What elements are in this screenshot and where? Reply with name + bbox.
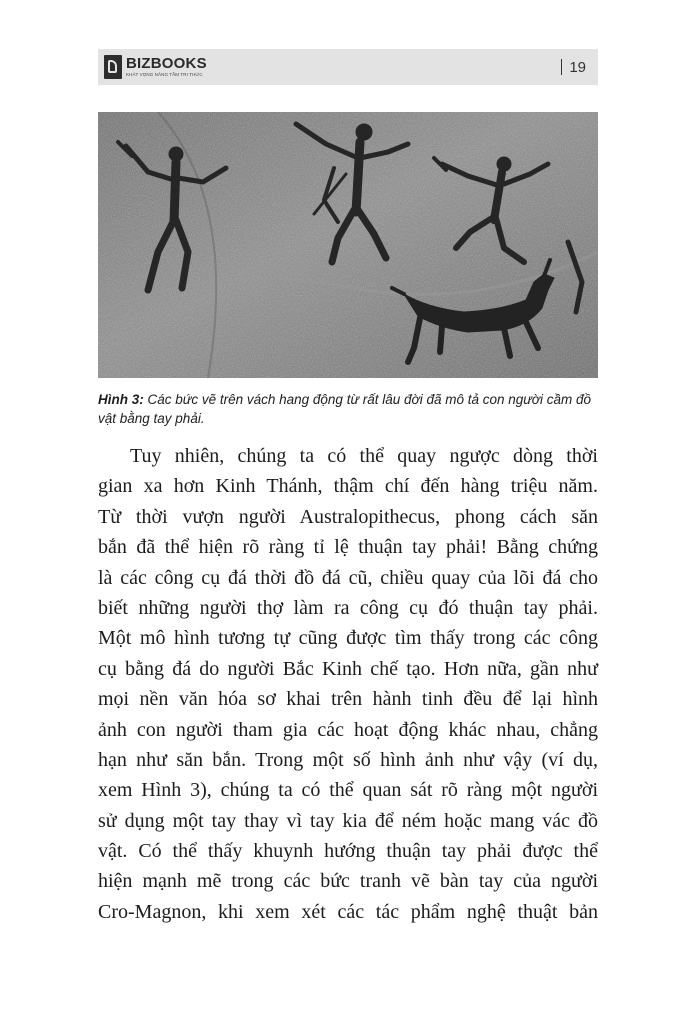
brand-tagline: KHÁT VỌNG NÂNG TẦM TRI THỨC bbox=[126, 72, 203, 78]
body-line: Từ thời vượn người Australopithecus, phong cách săn bbox=[98, 505, 598, 528]
body-line: sử dụng một tay thay vì tay kia để ném hoặc mang vác đồ bbox=[98, 809, 598, 832]
body-line: Cro-Magnon, khi xem xét các tác phẩm nghệ thuật bản bbox=[98, 900, 598, 923]
page-number-divider bbox=[561, 59, 562, 75]
body-line: biết những người thợ làm ra công cụ đó thuận tay phải. bbox=[98, 596, 598, 619]
body-line: cụ bằng đá do người Bắc Kinh chế tạo. Hơn nữa, gần như bbox=[98, 657, 598, 680]
figure-caption-text: Các bức vẽ trên vách hang động từ rất lâu đời đã mô tả con người cầm đồ vật bằng tay phải. bbox=[98, 392, 591, 426]
body-line: gian xa hơn Kinh Thánh, thậm chí đến hàng triệu năm. bbox=[98, 475, 598, 498]
body-line: mọi nền văn hóa sơ khai trên hành tinh đều để lại hình bbox=[98, 688, 598, 711]
page-number bbox=[561, 59, 598, 76]
brand-text bbox=[126, 56, 207, 78]
cave-painting-figure bbox=[98, 112, 598, 378]
page-number-value: 19 bbox=[569, 58, 586, 76]
figure-caption bbox=[98, 390, 598, 428]
body-line: hiện mạnh mẽ trong các bức tranh vẽ bàn tay của người bbox=[98, 870, 598, 893]
body-line: Một mô hình tương tự cũng được tìm thấy trong các công bbox=[98, 627, 598, 650]
body-line: Tuy nhiên, chúng ta có thể quay ngược dòng thời bbox=[130, 445, 598, 467]
cave-painting-image bbox=[98, 112, 598, 378]
figure-caption-label: Hình 3: bbox=[98, 392, 144, 407]
body-paragraph bbox=[98, 441, 598, 927]
page-header bbox=[98, 49, 598, 85]
body-line: hạn như săn bắn. Trong một số hình ảnh như vậy (ví dụ, bbox=[98, 748, 598, 771]
body-line: xem Hình 3), chúng ta có thể quan sát rõ ràng một người bbox=[98, 779, 598, 802]
body-line: vật. Có thể thấy khuynh hướng thuận tay phải được thể bbox=[98, 840, 598, 863]
body-line: là các công cụ đá thời đồ đá cũ, chiều quay của lõi đá cho bbox=[98, 566, 598, 589]
bizbooks-logo-icon bbox=[104, 55, 122, 79]
body-line: ảnh con người tham gia các hoạt động khác nhau, chẳng bbox=[98, 718, 598, 741]
publisher-brand bbox=[98, 55, 207, 79]
brand-name: BIZBOOKS bbox=[126, 55, 207, 73]
body-line: bắn đã thể hiện rõ ràng tỉ lệ thuận tay phải! Bằng chứng bbox=[98, 536, 598, 559]
